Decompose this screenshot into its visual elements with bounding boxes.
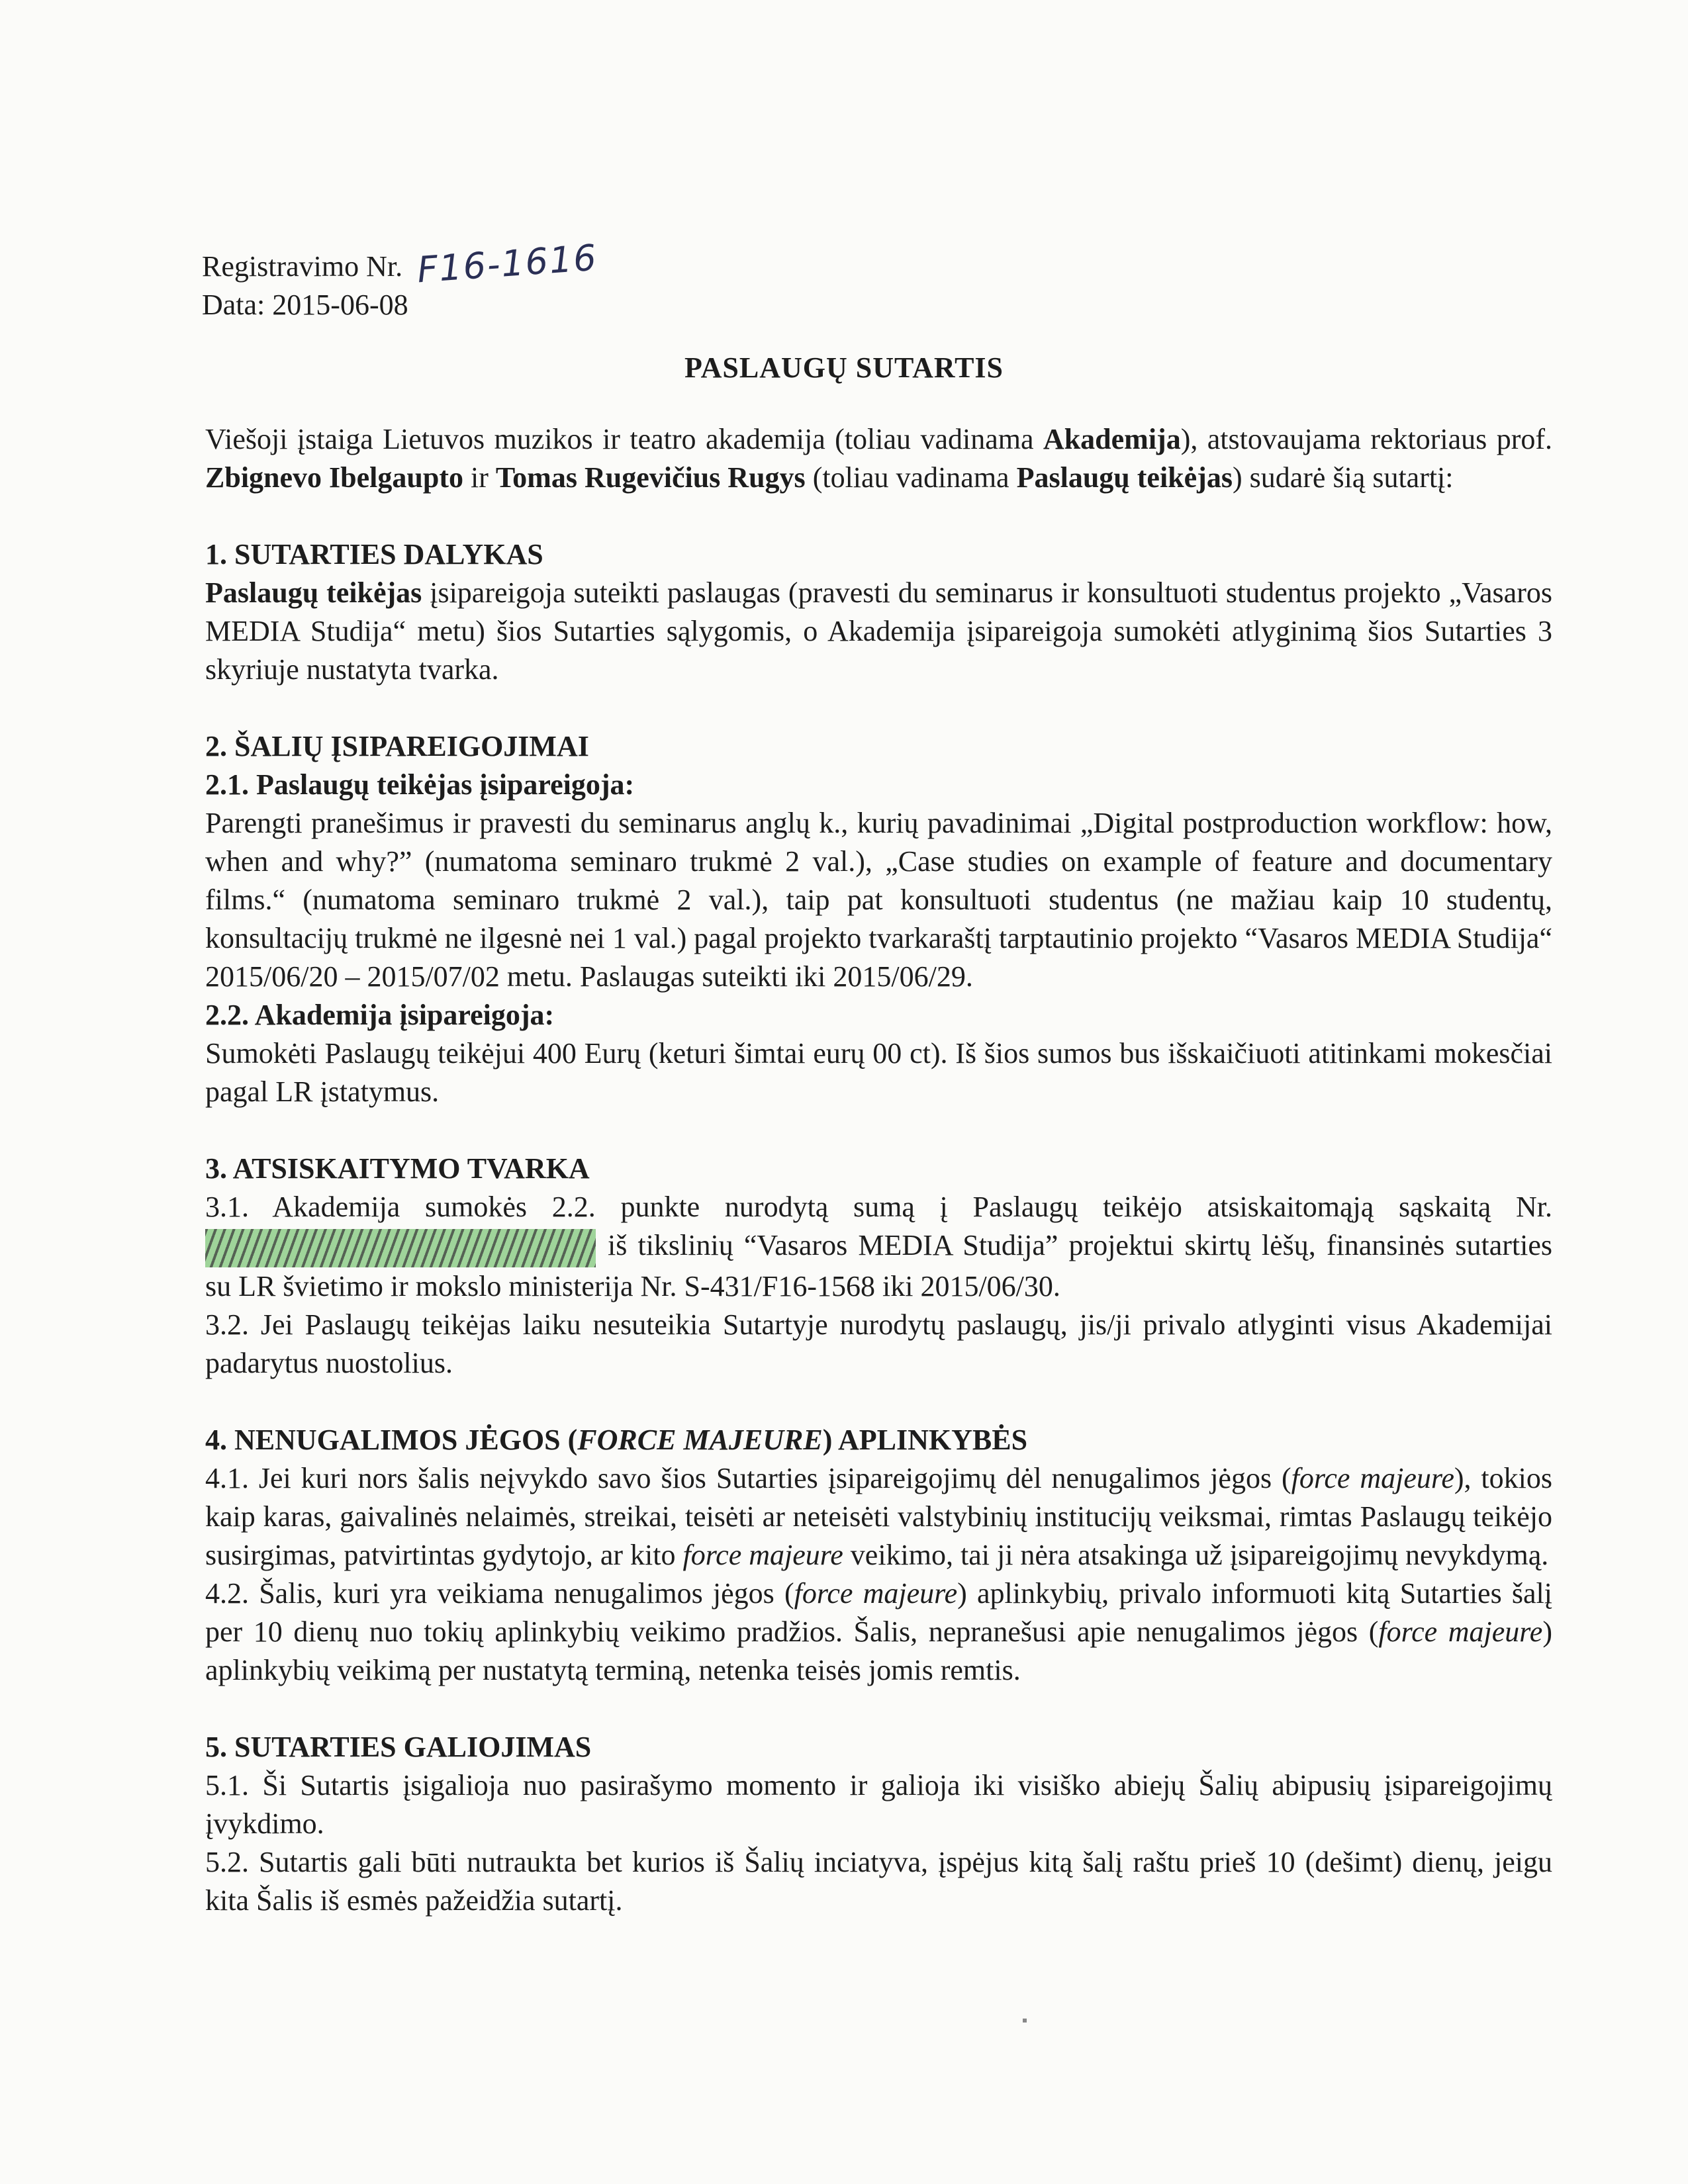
section-2-1-heading: 2.1. Paslaugų teikėjas įsipareigoja: (205, 768, 635, 801)
section-4-2-text: ) aplinkybių veikimą per nustatytą terminą, netenka teisės jomis remtis. (205, 1615, 1552, 1686)
section-4-1-text: veikimo, tai ji nėra atsakinga už įsipareigojimų nevykdymą. (843, 1538, 1549, 1571)
section-2-2-heading: 2.2. Akademija įsipareigoja: (205, 999, 555, 1031)
section-4-2-italic: force majeure (794, 1576, 958, 1610)
section-4-heading-text: 4. NENUGALIMOS JĖGOS ( (205, 1423, 578, 1456)
section-4-heading-italic: FORCE MAJEURE (577, 1423, 823, 1456)
section-4-heading (205, 1421, 1552, 1459)
section-3-heading: 3. ATSISKAITYMO TVARKA (205, 1152, 590, 1185)
section-2-2-paragraph: Sumokėti Paslaugų teikėjui 400 Eurų (keturi šimtai eurų 00 ct). Iš šios sumos bus išskaičiuoti atitinkami mokesčiai pagal LR įstatymus. (205, 1037, 1552, 1108)
registration-block (202, 236, 599, 324)
intro-text: ir (463, 461, 496, 494)
section-5-1-paragraph: 5.1. Ši Sutartis įsigalioja nuo pasirašymo momento ir galioja iki visiško abiejų Šalių abipusių įsipareigojimų įvykdimo. (205, 1768, 1552, 1840)
section-1-paragraph (205, 574, 1552, 689)
intro-text: ), atstovaujama rektoriaus prof. (1180, 423, 1552, 455)
registration-number-line (202, 236, 599, 291)
intro-party-academy: Akademija (1043, 423, 1181, 455)
redacted-account-number (205, 1229, 596, 1267)
intro-provider-name: Tomas Rugevičius Rugys (495, 461, 806, 494)
section-1-heading: 1. SUTARTIES DALYKAS (205, 538, 543, 570)
section-3-1-paragraph (205, 1188, 1552, 1306)
document-body (205, 420, 1552, 1920)
section-4-1-text: 4.1. Jei kuri nors šalis neįvykdo savo šios Sutarties įsipareigojimų dėl nenugalimos jėgos ( (205, 1461, 1291, 1494)
section-1-party: Paslaugų teikėjas (205, 576, 422, 609)
intro-party-provider: Paslaugų teikėjas (1016, 461, 1233, 494)
section-5-2-paragraph: 5.2. Sutartis gali būti nutraukta bet kurios iš Šalių inciatyva, įspėjus kitą šalį raštu prieš 10 (dešimt) dienų, jeigu kita Šalis iš esmės pažeidžia sutartį. (205, 1845, 1552, 1917)
section-3-1-text-continued: iš tikslinių “Vasaros MEDIA Studija” projektui skirtų lėšų, finansinės sutarties su LR švietimo ir mokslo ministerija Nr. S-431/F16-1568 iki 2015/06/30. (205, 1229, 1552, 1302)
registration-label: Registravimo Nr. (202, 250, 403, 283)
section-5-heading: 5. SUTARTIES GALIOJIMAS (205, 1730, 592, 1763)
section-1-text: įsipareigoja suteikti paslaugas (pravesti du seminarus ir konsultuoti studentus projekto „Vasaros MEDIA Studija“ metu) šios Sutarties sąlygomis, o Akademija įsipareigoja sumokėti atlyginimą šios Sutarties 3 skyriuje nustatyta tvarka. (205, 576, 1552, 686)
section-4-2-paragraph (205, 1574, 1552, 1690)
section-4-1-italic: force majeure (682, 1538, 843, 1571)
section-4-heading-text: ) APLINKYBĖS (822, 1423, 1028, 1456)
scan-speck (1023, 2019, 1027, 2023)
section-2-heading: 2. ŠALIŲ ĮSIPAREIGOJIMAI (205, 730, 589, 762)
intro-paragraph (205, 420, 1552, 497)
section-4-2-italic: force majeure (1378, 1615, 1543, 1648)
intro-rector-name: Zbignevo Ibelgaupto (205, 461, 463, 494)
section-4-1-paragraph (205, 1459, 1552, 1574)
intro-text: ) sudarė šią sutartį: (1232, 461, 1454, 494)
date-line (202, 286, 598, 324)
document-title: PASLAUGŲ SUTARTIS (684, 351, 1004, 384)
section-4-1-text: ), tokios kaip karas, gaivalinės nelaimės, streikai, teisėti ar neteisėti valstybinių institucijų veiksmai, rimtas Paslaugų teikėjo susirgimas, patvirtintas gydytojo, ar kito (205, 1461, 1552, 1571)
intro-text: (toliau vadinama (805, 461, 1017, 494)
section-3-1-text: 3.1. Akademija sumokės 2.2. punkte nurodytą sumą į Paslaugų teikėjo atsiskaitomąją sąskaitą Nr. (205, 1191, 1552, 1223)
section-4-1-italic: force majeure (1291, 1461, 1454, 1494)
section-3-2-paragraph: 3.2. Jei Paslaugų teikėjas laiku nesuteikia Sutartyje nurodytų paslaugų, jis/ji privalo atlyginti visus Akademijai padarytus nuostolius. (205, 1308, 1552, 1379)
date-label: Data: (202, 289, 265, 321)
section-4-2-text: 4.2. Šalis, kuri yra veikiama nenugalimos jėgos ( (205, 1576, 794, 1610)
section-2-1-paragraph: Parengti pranešimus ir pravesti du seminarus anglų k., kurių pavadinimai „Digital postproduction workflow: how, when and why?” (numatoma seminaro trukmė 2 val.), „Case studies on example of feature and documentary films.“ (numatoma seminaro trukmė 2 val.), taip pat konsultuoti studentus (ne mažiau kaip 10 studentų, konsultacijų trukmė ne ilgesnė nei 1 val.) pagal projekto tvarkaraštį tarptautinio projekto “Vasaros MEDIA Studija“ 2015/06/20 – 2015/07/02 metu. Paslaugas suteikti iki 2015/06/29. (205, 807, 1552, 993)
handwritten-registration-number: F16-1616 (416, 236, 599, 291)
intro-text: Viešoji įstaiga Lietuvos muzikos ir teatro akademija (toliau vadinama (205, 423, 1043, 455)
date-value: 2015-06-08 (272, 289, 408, 321)
section-4-2-text: ) aplinkybių, privalo informuoti kitą Sutarties šalį per 10 dienų nuo tokių aplinkybių veikimo pradžios. Šalis, nepranešusi apie nenugalimos jėgos ( (205, 1576, 1553, 1648)
